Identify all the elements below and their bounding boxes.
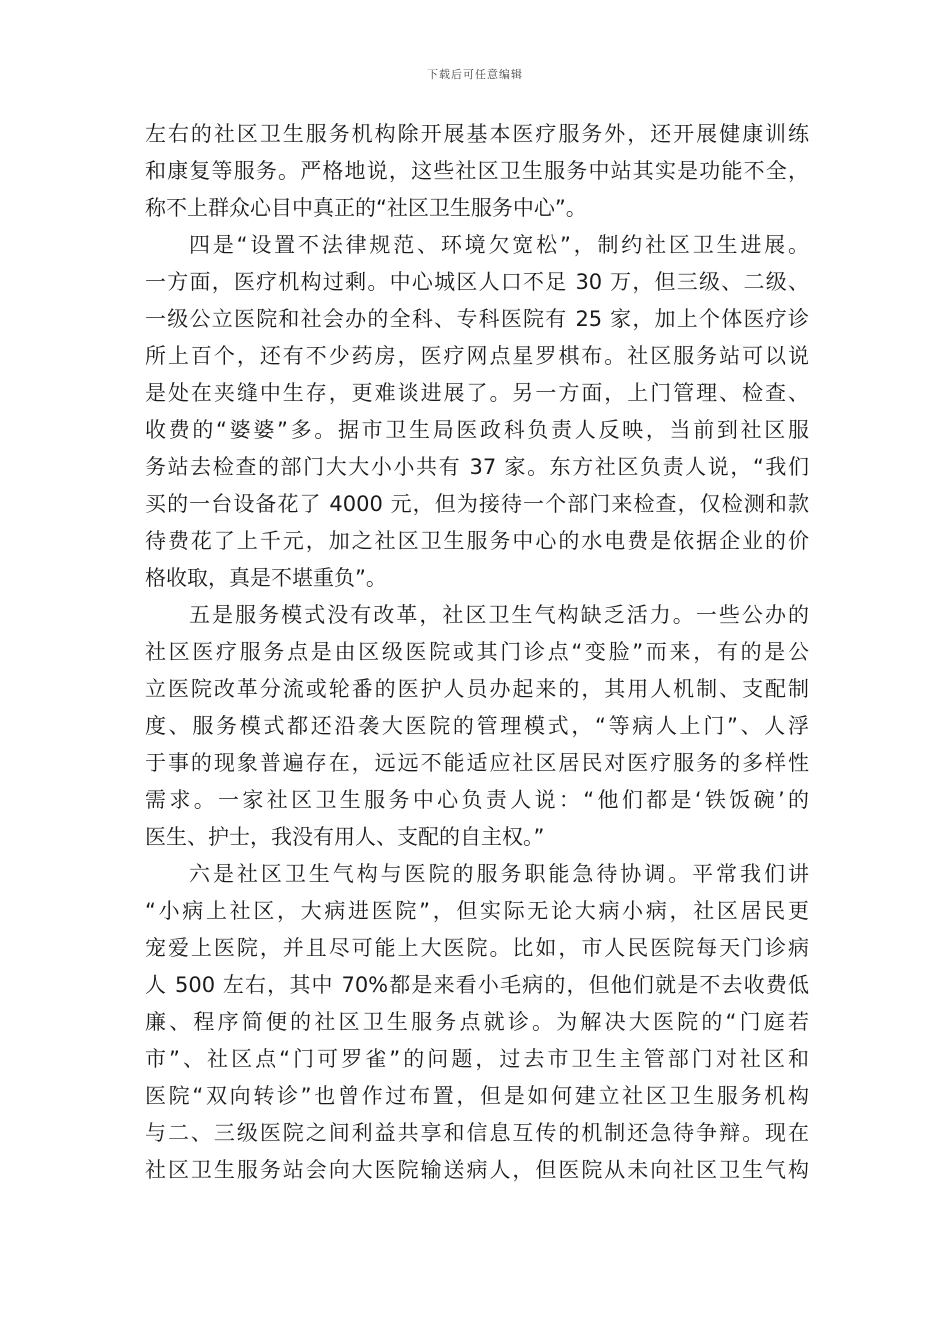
paragraph [145, 227, 809, 597]
text-line: 市”、社区点“门可罗雀”的问题，过去市卫生主管部门对社区和 [145, 1047, 809, 1071]
text-line: 四是“设置不法律规范、环境欠宽松”，制约社区卫生进展。 [189, 233, 809, 257]
text-line: 度、服务模式都还沿袭大医院的管理模式，“等病人上门”、人浮 [145, 714, 809, 738]
text-line: 六是社区卫生气构与医院的服务职能急待协调。平常我们讲 [189, 862, 809, 886]
text-line: 立医院改革分流或轮番的医护人员办起来的，其用人机制、支配制 [145, 677, 809, 701]
text-line: 称不上群众心目中真正的“社区卫生服务中心”。 [145, 196, 587, 220]
text-line: 廉、程序简便的社区卫生服务点就诊。为解决大医院的“门庭若 [145, 1010, 809, 1034]
text-line: 与二、三级医院之间利益共享和信息互传的机制还急待争辩。现在 [145, 1121, 809, 1145]
text-line: 买的一台设备花了 4000 元，但为接待一个部门来检查，仅检测和款 [145, 492, 809, 516]
text-line: 需求。一家社区卫生服务中心负责人说：“他们都是‘铁饭碗’的 [145, 788, 809, 812]
document-body [145, 116, 809, 1189]
paragraph [145, 116, 809, 227]
text-line: 格收取，真是不堪重负”。 [145, 566, 387, 590]
page-header: 下载后可任意编辑 [427, 68, 523, 81]
text-line: 左右的社区卫生服务机构除开展基本医疗服务外，还开展健康训练 [145, 122, 809, 146]
text-line: 五是服务模式没有改革，社区卫生气构缺乏活力。一些公办的 [189, 603, 809, 627]
paragraph [145, 856, 809, 1189]
text-line: 收费的“婆婆”多。据市卫生局医政科负责人反映，当前到社区服 [145, 418, 809, 442]
text-line: 一级公立医院和社会办的全科、专科医院有 25 家，加上个体医疗诊 [145, 307, 809, 331]
text-line: 人 500 左右，其中 70%都是来看小毛病的，但他们就是不去收费低 [145, 973, 809, 997]
text-line: 是处在夹缝中生存，更难谈进展了。另一方面，上门管理、检查、 [145, 381, 809, 405]
text-line: 于事的现象普遍存在，远远不能适应社区居民对医疗服务的多样性 [145, 751, 809, 775]
text-line: 宠爱上医院，并且尽可能上大医院。比如，市人民医院每天门诊病 [145, 936, 809, 960]
text-line: 一方面，医疗机构过剩。中心城区人口不足 30 万，但三级、二级、 [145, 270, 809, 294]
text-line: 医生、护士，我没有用人、支配的自主权。” [145, 825, 545, 849]
text-line: 务站去检查的部门大大小小共有 37 家。东方社区负责人说，“我们 [145, 455, 809, 479]
text-line: 社区医疗服务点是由区级医院或其门诊点“变脸”而来，有的是公 [145, 640, 809, 664]
text-line: 医院“双向转诊”也曾作过布置，但是如何建立社区卫生服务机构 [145, 1084, 809, 1108]
text-line: 所上百个，还有不少药房，医疗网点星罗棋布。社区服务站可以说 [145, 344, 809, 368]
text-line: 待费花了上千元，加之社区卫生服务中心的水电费是依据企业的价 [145, 529, 809, 553]
text-line: 和康复等服务。严格地说，这些社区卫生服务中站其实是功能不全， [145, 159, 809, 183]
paragraph [145, 597, 809, 856]
text-line: “小病上社区，大病进医院”，但实际无论大病小病，社区居民更 [145, 899, 809, 923]
text-line: 社区卫生服务站会向大医院输送病人，但医院从未向社区卫生气构 [145, 1158, 809, 1182]
